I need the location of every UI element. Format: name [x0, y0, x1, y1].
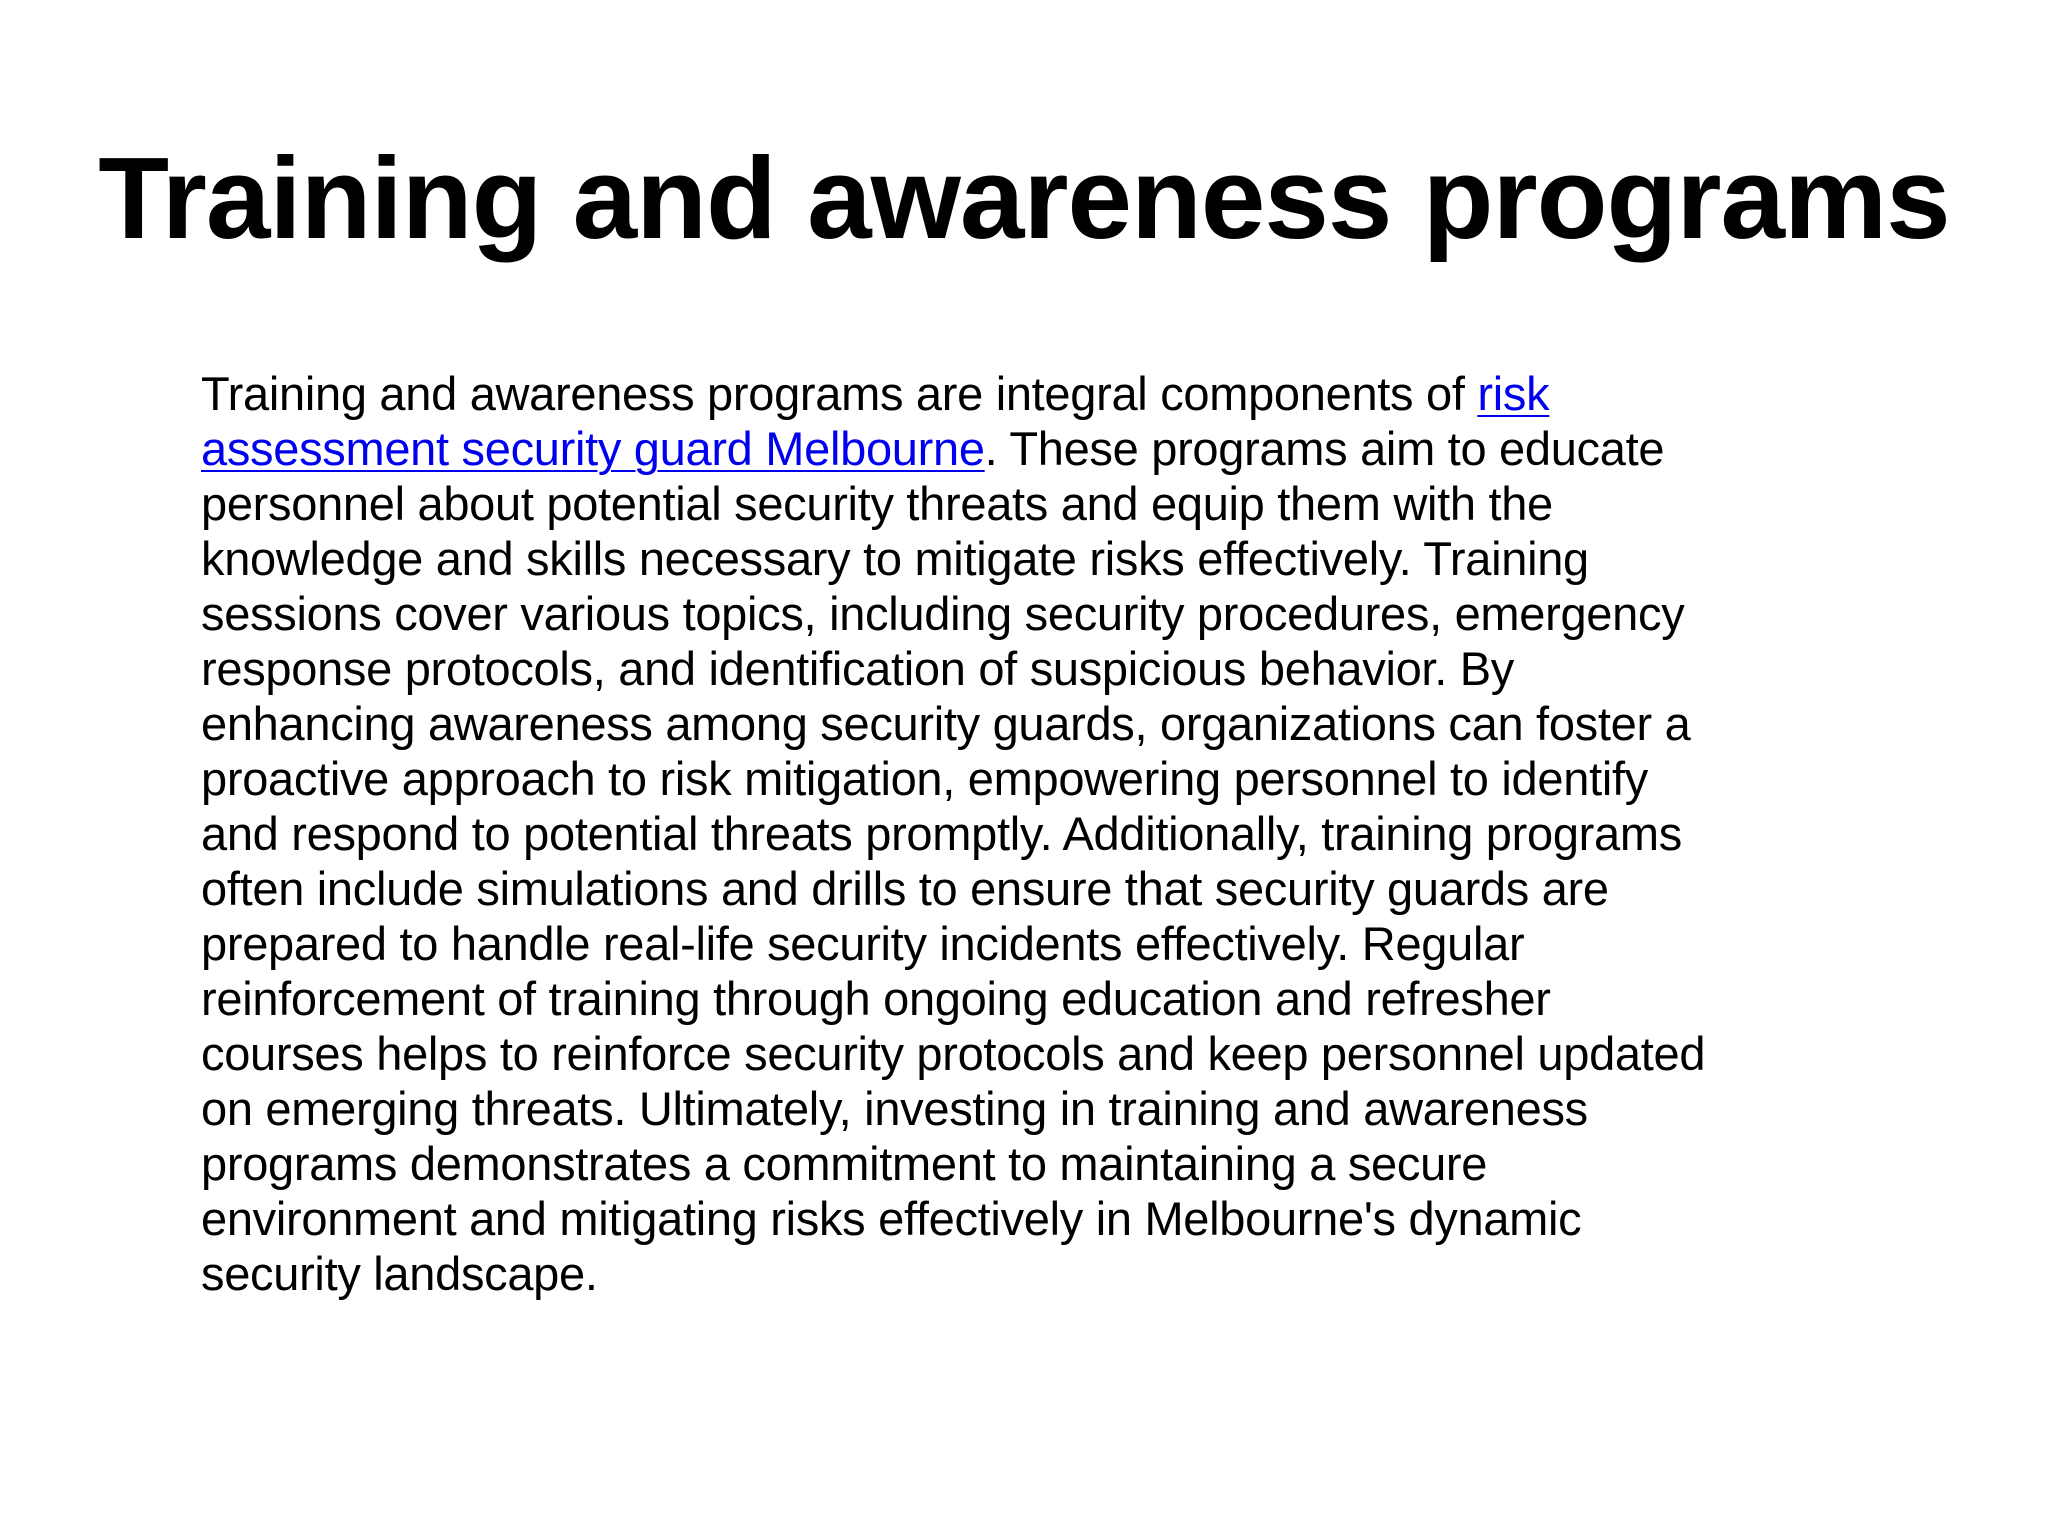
- body-line: reinforcement of training through ongoing education and refresher: [201, 972, 1551, 1025]
- body-line: proactive approach to risk mitigation, empowering personnel to identify: [201, 752, 1648, 805]
- body-line: [201, 366, 1931, 421]
- body-line: knowledge and skills necessary to mitigate risks effectively. Training: [201, 532, 1589, 585]
- body-line: enhancing awareness among security guards, organizations can foster a: [201, 697, 1691, 750]
- body-line: environment and mitigating risks effectively in Melbourne's dynamic: [201, 1192, 1582, 1245]
- slide-title: Training and awareness programs: [98, 133, 1950, 263]
- body-after-link-text: . These programs aim to educate: [984, 422, 1665, 475]
- body-line: courses helps to reinforce security protocols and keep personnel updated: [201, 1027, 1706, 1080]
- body-line: [201, 421, 1931, 476]
- body-line: often include simulations and drills to ensure that security guards are: [201, 862, 1609, 915]
- body-line: programs demonstrates a commitment to maintaining a secure: [201, 1137, 1488, 1190]
- risk-assessment-link-continued[interactable]: assessment security guard Melbourne: [201, 422, 985, 475]
- body-intro-text: Training and awareness programs are integral components of: [201, 367, 1478, 420]
- body-line: response protocols, and identification of suspicious behavior. By: [201, 642, 1514, 695]
- body-line: security landscape.: [201, 1247, 598, 1300]
- body-line: personnel about potential security threats and equip them with the: [201, 477, 1553, 530]
- body-line: sessions cover various topics, including security procedures, emergency: [201, 587, 1685, 640]
- risk-assessment-link[interactable]: risk: [1477, 367, 1550, 420]
- body-line: prepared to handle real-life security incidents effectively. Regular: [201, 917, 1525, 970]
- body-line: on emerging threats. Ultimately, investing in training and awareness: [201, 1082, 1588, 1135]
- body-line: and respond to potential threats promptly. Additionally, training programs: [201, 807, 1682, 860]
- slide-body-paragraph: [201, 366, 1931, 1301]
